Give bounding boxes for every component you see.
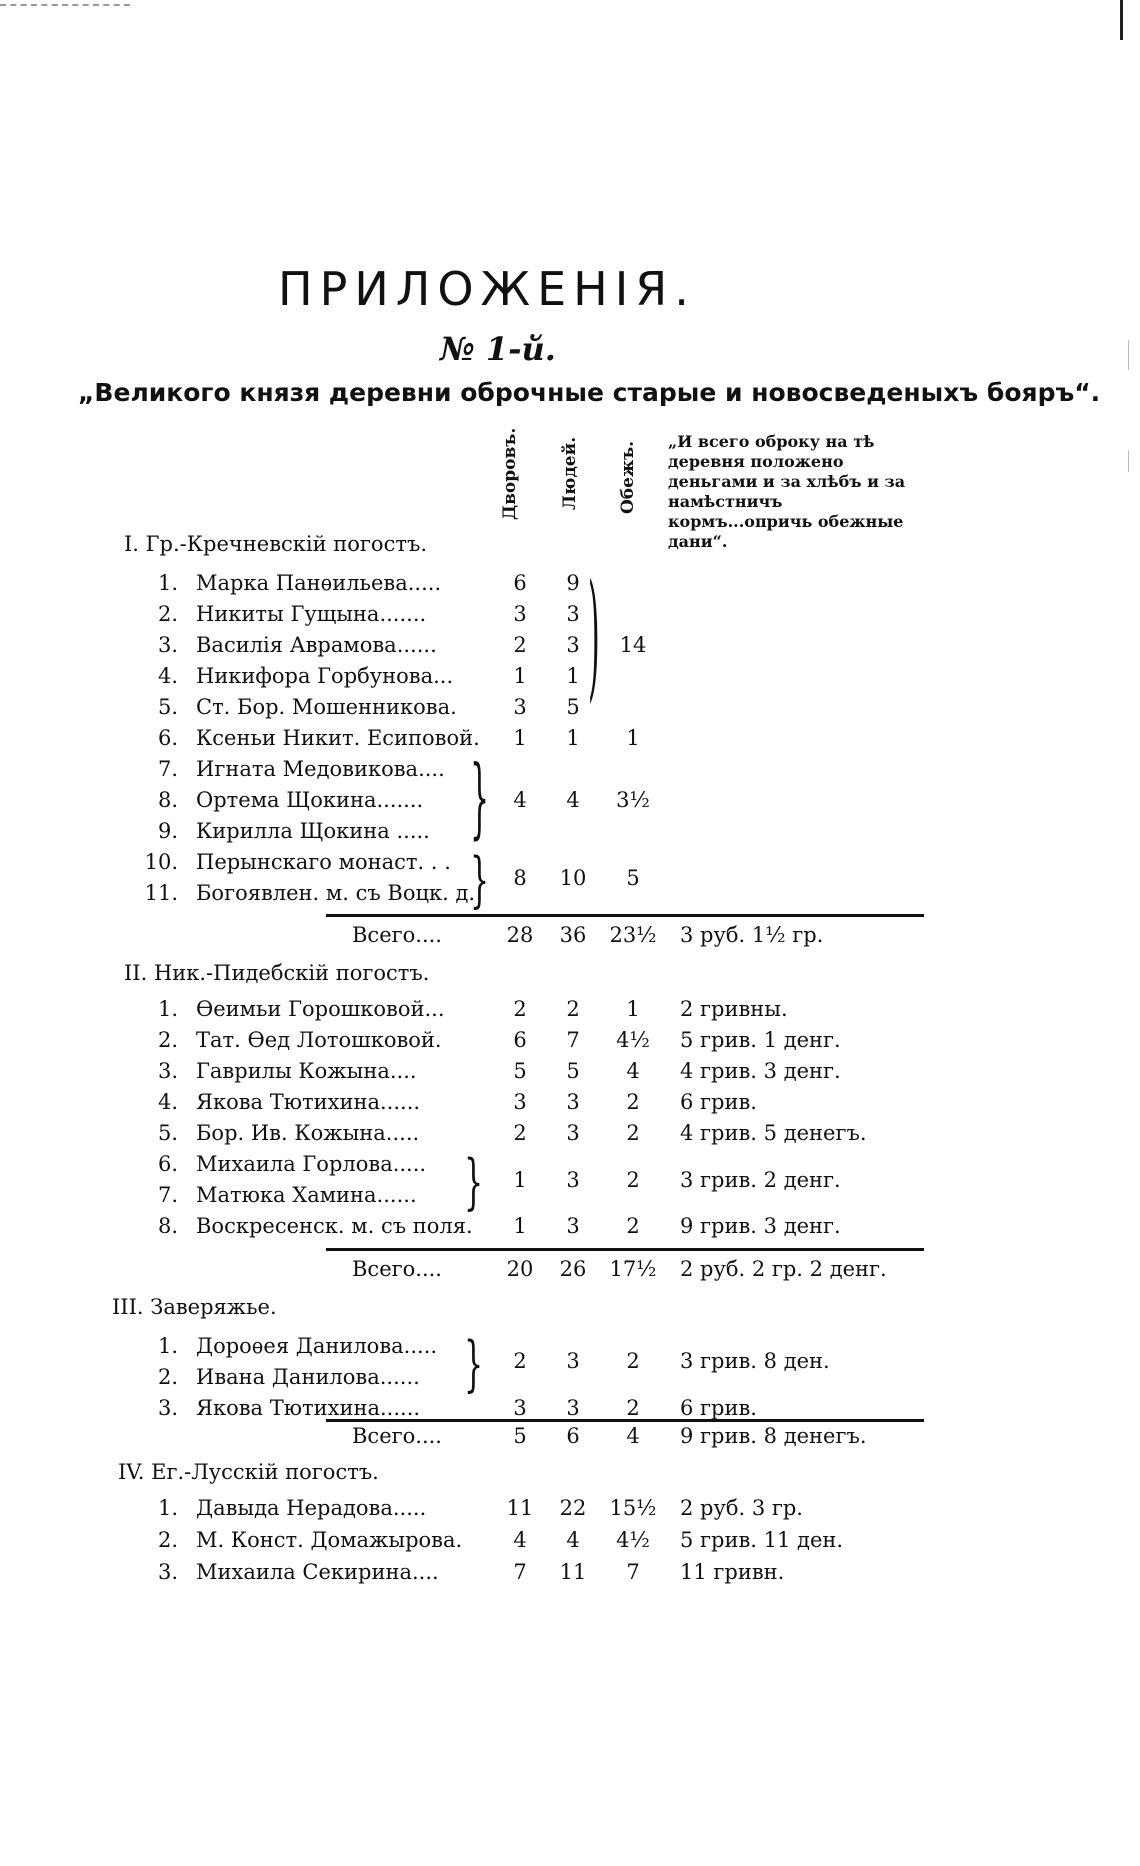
- row-lyudei: 3: [566, 1349, 580, 1373]
- row-dvorov: 7: [513, 1560, 527, 1584]
- section-title: II. Ник.-Пидебскій погостъ.: [124, 961, 430, 985]
- row-number: 10.: [144, 850, 178, 874]
- row-number: 4.: [157, 1090, 178, 1114]
- table-row: [0, 1090, 1140, 1120]
- row-name: Ортема Щокина.......: [196, 788, 424, 812]
- row-name: Игната Медовикова....: [196, 757, 445, 781]
- top-dashed-rule: [0, 4, 130, 6]
- row-obezh: 2: [626, 1090, 640, 1114]
- table-row: [0, 1560, 1140, 1590]
- row-obezh: 2: [626, 1168, 640, 1192]
- row-name: Кирилла Щокина .....: [196, 819, 430, 843]
- row-name: Якова Тютихина......: [196, 1396, 421, 1420]
- row-number: 4.: [157, 664, 178, 688]
- table-row-values: [0, 1349, 1140, 1379]
- row-number: 1.: [157, 1496, 178, 1520]
- row-money: 2 гривны.: [680, 997, 788, 1021]
- row-money: 3 грив. 2 денг.: [680, 1168, 841, 1192]
- row-obezh: 4½: [616, 1528, 650, 1552]
- total-lyudei: 6: [566, 1424, 580, 1448]
- page-title: ПРИЛОЖЕНІЯ.: [278, 262, 696, 316]
- row-name: Дороѳея Данилова.....: [196, 1334, 438, 1358]
- right-brace: }: [464, 1148, 484, 1218]
- row-dvorov: 2: [513, 633, 527, 657]
- row-number: 3.: [157, 1396, 178, 1420]
- row-name: Тат. Ѳед Лотошковой.: [196, 1028, 442, 1052]
- row-number: 1.: [157, 997, 178, 1021]
- total-dvorov: 20: [506, 1257, 534, 1281]
- table-row: [0, 757, 1140, 787]
- row-name: Ксеньи Никит. Есиповой.: [196, 726, 480, 750]
- row-name: Марка Панѳильева.....: [196, 571, 442, 595]
- row-dvorov: 8: [513, 866, 527, 890]
- row-lyudei: 3: [566, 1090, 580, 1114]
- row-dvorov: 6: [513, 1028, 527, 1052]
- total-obezh: 17½: [609, 1257, 657, 1281]
- row-dvorov: 4: [513, 1528, 527, 1552]
- row-dvorov: 2: [513, 1121, 527, 1145]
- row-lyudei: 7: [566, 1028, 580, 1052]
- row-dvorov: 11: [506, 1496, 534, 1520]
- total-row: [0, 923, 1140, 953]
- page-edge-tick: [1128, 450, 1129, 472]
- row-lyudei: 1: [566, 664, 580, 688]
- row-money: 11 гривн.: [680, 1560, 785, 1584]
- row-name: Давыда Нерадова.....: [196, 1496, 427, 1520]
- row-number: 2.: [157, 602, 178, 626]
- row-number: 6.: [157, 1152, 178, 1176]
- row-lyudei: 3: [566, 1168, 580, 1192]
- row-number: 5.: [157, 695, 178, 719]
- row-lyudei: 3: [566, 602, 580, 626]
- row-lyudei: 3: [566, 1121, 580, 1145]
- total-obezh: 23½: [609, 923, 657, 947]
- row-dvorov: 3: [513, 1090, 527, 1114]
- row-money: 6 грив.: [680, 1090, 757, 1114]
- row-number: 1.: [157, 571, 178, 595]
- row-name: М. Конст. Домажырова.: [196, 1528, 463, 1552]
- row-name: Бор. Ив. Кожына.....: [196, 1121, 420, 1145]
- total-dvorov: 28: [506, 923, 534, 947]
- row-number: 1.: [157, 1334, 178, 1358]
- row-name: Богоявлен. м. съ Воцк. д.: [196, 881, 476, 905]
- table-row: [0, 788, 1140, 818]
- table-row: [0, 633, 1140, 663]
- row-number: 3.: [157, 1059, 178, 1083]
- row-dvorov: 3: [513, 1396, 527, 1420]
- total-lyudei: 26: [559, 1257, 587, 1281]
- table-row: [0, 1121, 1140, 1151]
- row-number: 8.: [157, 1214, 178, 1238]
- row-dvorov: 3: [513, 695, 527, 719]
- row-dvorov: 1: [513, 726, 527, 750]
- row-lyudei: 11: [559, 1560, 587, 1584]
- row-money: 4 грив. 3 денг.: [680, 1059, 841, 1083]
- row-number: 8.: [157, 788, 178, 812]
- row-dvorov: 1: [513, 1168, 527, 1192]
- row-lyudei: 3: [566, 1214, 580, 1238]
- row-dvorov: 5: [513, 1059, 527, 1083]
- row-name: Ивана Данилова......: [196, 1365, 420, 1389]
- row-money: 5 грив. 1 денг.: [680, 1028, 841, 1052]
- right-brace: }: [464, 1330, 484, 1400]
- row-lyudei: 4: [566, 1528, 580, 1552]
- row-name: Василія Аврамова......: [196, 633, 437, 657]
- right-brace: }: [470, 749, 490, 851]
- row-name: Гаврилы Кожына....: [196, 1059, 417, 1083]
- col-header-lyudei: Людей.: [560, 436, 580, 510]
- section-title: I. Гр.-Кречневскій погостъ.: [124, 532, 427, 556]
- document-subtitle: „Великого князя деревни оброчные старые и новосведеныхъ бояръ“.: [78, 378, 1101, 407]
- total-label: Всего....: [352, 923, 442, 947]
- row-money: 6 грив.: [680, 1396, 757, 1420]
- table-row: [0, 726, 1140, 756]
- row-obezh: 1: [626, 726, 640, 750]
- row-number: 7.: [157, 757, 178, 781]
- row-obezh: 15½: [609, 1496, 657, 1520]
- row-obezh: 5: [626, 866, 640, 890]
- row-number: 2.: [157, 1365, 178, 1389]
- total-label: Всего....: [352, 1257, 442, 1281]
- row-name: Михаила Горлова.....: [196, 1152, 427, 1176]
- col-header-dvorov: Дворовъ.: [500, 427, 520, 520]
- table-row: [0, 664, 1140, 694]
- row-lyudei: 1: [566, 726, 580, 750]
- row-number: 11.: [144, 881, 178, 905]
- row-number: 3.: [157, 633, 178, 657]
- row-number: 9.: [157, 819, 178, 843]
- row-number: 7.: [157, 1183, 178, 1207]
- row-obezh: 2: [626, 1349, 640, 1373]
- table-row: [0, 695, 1140, 725]
- total-obezh: 4: [626, 1424, 640, 1448]
- table-row: [0, 1059, 1140, 1089]
- row-lyudei: 4: [566, 788, 580, 812]
- right-brace: }: [470, 846, 490, 916]
- row-money: 3 грив. 8 ден.: [680, 1349, 830, 1373]
- row-number: 5.: [157, 1121, 178, 1145]
- table-row: [0, 571, 1140, 601]
- row-name: Никиты Гущына.......: [196, 602, 427, 626]
- col-header-obezh: Обежъ.: [618, 440, 638, 514]
- table-row: [0, 602, 1140, 632]
- row-number: 3.: [157, 1560, 178, 1584]
- row-dvorov: 2: [513, 1349, 527, 1373]
- row-obezh: 2: [626, 1214, 640, 1238]
- row-name: Никифора Горбунова...: [196, 664, 454, 688]
- row-lyudei: 9: [566, 571, 580, 595]
- section-title: III. Заверяжье.: [112, 1295, 277, 1319]
- table-row: [0, 997, 1140, 1027]
- row-obezh: 3½: [616, 788, 650, 812]
- row-lyudei: 10: [559, 866, 587, 890]
- row-dvorov: 6: [513, 571, 527, 595]
- row-name: Перынскаго монаст. . .: [196, 850, 451, 874]
- row-name: Воскресенск. м. съ поля.: [196, 1214, 473, 1238]
- total-rule: [326, 1248, 924, 1251]
- row-dvorov: 4: [513, 788, 527, 812]
- row-obezh: 2: [626, 1121, 640, 1145]
- row-dvorov: 3: [513, 602, 527, 626]
- table-row-values: [0, 1168, 1140, 1198]
- total-lyudei: 36: [559, 923, 587, 947]
- row-name: Ѳеимьи Горошковой...: [196, 997, 445, 1021]
- total-rule: [326, 1419, 924, 1422]
- row-name: Матюка Хамина......: [196, 1183, 417, 1207]
- total-dvorov: 5: [513, 1424, 527, 1448]
- row-lyudei: 5: [566, 1059, 580, 1083]
- total-row: [0, 1257, 1140, 1287]
- row-obezh: 7: [626, 1560, 640, 1584]
- row-name: Ст. Бор. Мошенникова.: [196, 695, 457, 719]
- page-edge-rule: [1120, 0, 1123, 40]
- table-row-values: [0, 866, 1140, 896]
- row-obezh: 1: [626, 997, 640, 1021]
- table-row: [0, 1028, 1140, 1058]
- table-row: [0, 819, 1140, 849]
- right-brace: ): [588, 558, 600, 720]
- row-money: 9 грив. 3 денг.: [680, 1214, 841, 1238]
- row-number: 2.: [157, 1028, 178, 1052]
- row-lyudei: 5: [566, 695, 580, 719]
- row-obezh: 4: [626, 1059, 640, 1083]
- row-name: Михаила Секирина....: [196, 1560, 439, 1584]
- row-dvorov: 1: [513, 664, 527, 688]
- table-row: [0, 1496, 1140, 1526]
- row-lyudei: 3: [566, 1396, 580, 1420]
- page-edge-tick: [1128, 340, 1129, 370]
- total-rule: [326, 914, 924, 917]
- column-note: „И всего оброку на тѣ деревня положено деньгами и за хлѣбъ и за намѣстничъ кормъ...опричь обежные дани“.: [668, 432, 906, 551]
- row-dvorov: 2: [513, 997, 527, 1021]
- appendix-number: № 1-й.: [440, 330, 556, 368]
- row-dvorov: 1: [513, 1214, 527, 1238]
- total-money: 2 руб. 2 гр. 2 денг.: [680, 1257, 887, 1281]
- row-number: 2.: [157, 1528, 178, 1552]
- total-label: Всего....: [352, 1424, 442, 1448]
- row-lyudei: 22: [559, 1496, 587, 1520]
- total-row: [0, 1424, 1140, 1454]
- row-lyudei: 2: [566, 997, 580, 1021]
- table-row: [0, 1214, 1140, 1244]
- row-name: Якова Тютихина......: [196, 1090, 421, 1114]
- row-obezh: 14: [619, 633, 647, 657]
- row-money: 2 руб. 3 гр.: [680, 1496, 803, 1520]
- section-title: IV. Ег.-Лусскій погостъ.: [118, 1460, 379, 1484]
- row-money: 5 грив. 11 ден.: [680, 1528, 844, 1552]
- row-obezh: 2: [626, 1396, 640, 1420]
- row-number: 6.: [157, 726, 178, 750]
- row-lyudei: 3: [566, 633, 580, 657]
- total-money: 9 грив. 8 денегъ.: [680, 1424, 867, 1448]
- row-obezh: 4½: [616, 1028, 650, 1052]
- total-money: 3 руб. 1½ гр.: [680, 923, 824, 947]
- row-money: 4 грив. 5 денегъ.: [680, 1121, 867, 1145]
- table-row: [0, 1528, 1140, 1558]
